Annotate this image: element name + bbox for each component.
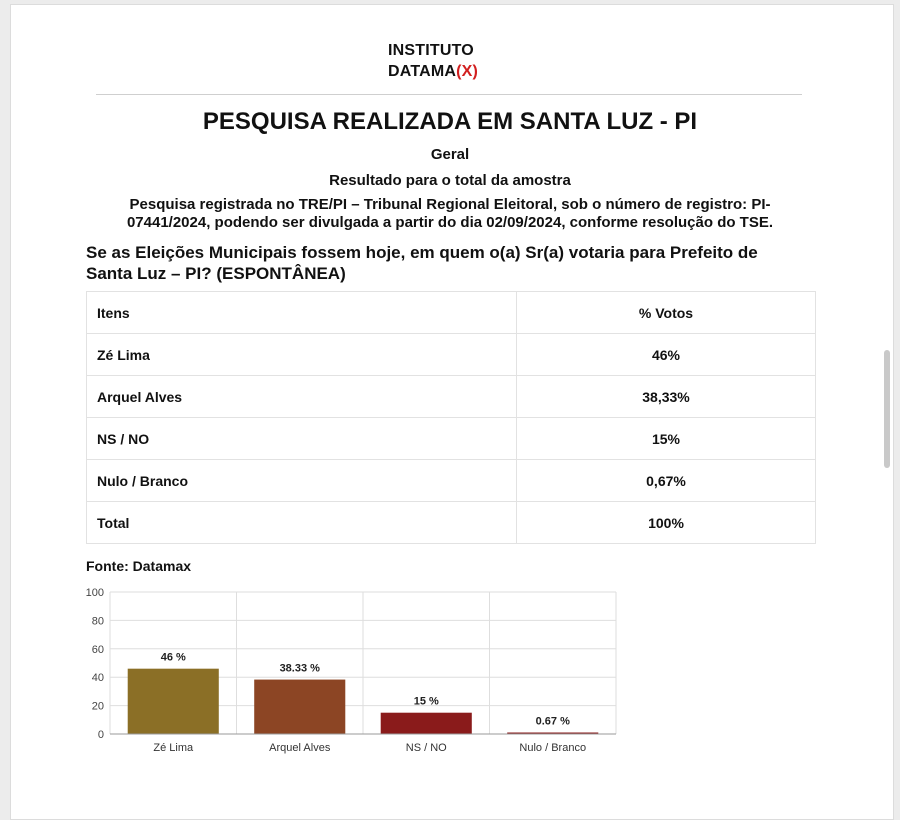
table-row — [87, 502, 816, 544]
x-category-label: NS / NO — [405, 742, 447, 754]
logo-line-1: INSTITUTO — [388, 42, 474, 59]
source-label: Fonte: Datamax — [86, 558, 192, 574]
x-category-label: Nulo / Branco — [519, 742, 587, 754]
bar-chart — [78, 584, 638, 774]
header-divider — [96, 94, 802, 95]
scrollbar-thumb[interactable] — [884, 350, 890, 468]
registration-line-1: Pesquisa registrada no TRE/PI – Tribunal Regional Eleitoral, sob o número de registro: PI- — [129, 196, 771, 213]
question-line-2: Santa Luz – PI? (ESPONTÂNEA) — [86, 264, 346, 283]
table-row — [87, 334, 816, 376]
subtitle-geral: Geral — [430, 146, 470, 163]
row-item: Nulo / Branco — [87, 460, 517, 502]
x-category-label: Arquel Alves — [269, 742, 331, 754]
registration-notice — [90, 196, 810, 232]
bar-data-label: 15 % — [413, 695, 439, 708]
row-value: 46% — [517, 334, 816, 376]
subtitle-sample: Resultado para o total da amostra — [329, 172, 571, 189]
results-table — [86, 291, 816, 544]
registration-line-2: 07441/2024, podendo ser divulgada a partir do dia 02/09/2024, conforme resolução do TSE. — [126, 214, 774, 231]
bar — [128, 669, 219, 734]
bar-data-label: 46 % — [160, 651, 186, 664]
y-tick-label: 0 — [97, 729, 104, 741]
row-value: 0,67% — [517, 460, 816, 502]
row-value: 100% — [517, 502, 816, 544]
row-item: Arquel Alves — [87, 376, 517, 418]
table-header-row — [87, 292, 816, 334]
logo-x-mark: (X) — [456, 63, 479, 80]
bar-data-label: 38.33 % — [279, 662, 320, 675]
y-tick-label: 60 — [91, 643, 104, 656]
table-row — [87, 460, 816, 502]
table-row — [87, 418, 816, 460]
row-item: NS / NO — [87, 418, 517, 460]
bar — [254, 680, 345, 734]
header-items: Itens — [87, 292, 517, 334]
page-title: PESQUISA REALIZADA EM SANTA LUZ - PI — [202, 108, 698, 135]
y-tick-label: 100 — [85, 587, 104, 599]
survey-question — [86, 242, 806, 284]
header-votes: % Votos — [517, 292, 816, 334]
x-category-label: Zé Lima — [153, 742, 194, 754]
institute-logo — [388, 40, 478, 82]
row-value: 38,33% — [517, 376, 816, 418]
logo-line-2 — [388, 61, 478, 82]
y-tick-label: 80 — [91, 615, 104, 628]
question-line-1: Se as Eleições Municipais fossem hoje, em quem o(a) Sr(a) votaria para Prefeito de — [86, 243, 758, 262]
y-tick-label: 20 — [91, 700, 104, 713]
row-item: Zé Lima — [87, 334, 517, 376]
table-row — [87, 376, 816, 418]
row-item: Total — [87, 502, 517, 544]
logo-name: DATAMA — [388, 63, 457, 80]
row-value: 15% — [517, 418, 816, 460]
y-tick-label: 40 — [91, 672, 104, 685]
bar — [381, 713, 472, 734]
bar-data-label: 0.67 % — [535, 715, 570, 728]
